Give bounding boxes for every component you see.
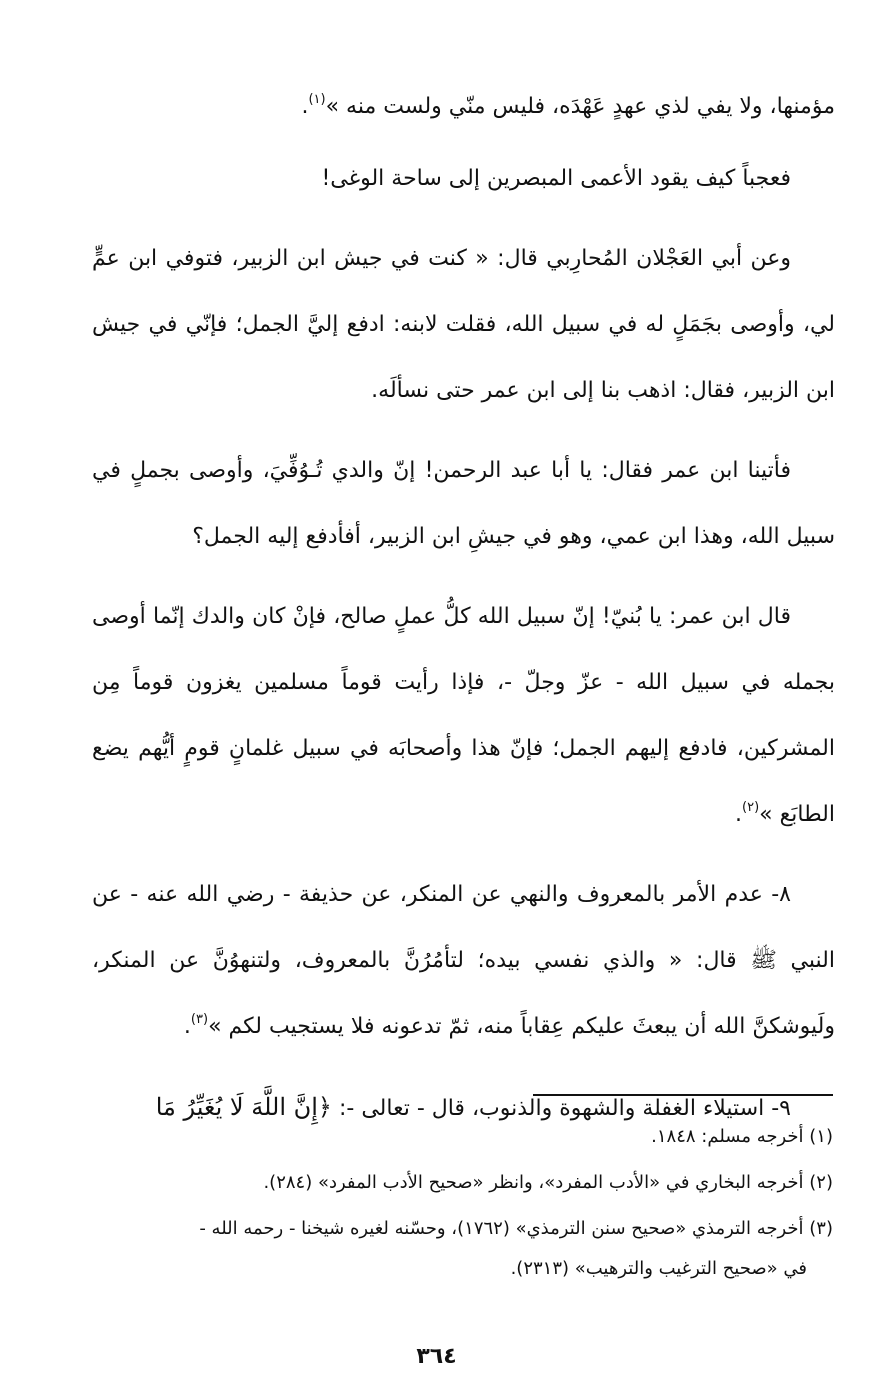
quran-verse: ﴿إِنَّ اللَّهَ لَا يُغَيِّرُ مَا [155,1093,332,1121]
footnote-1: (١) أخرجه مسلم: ١٨٤٨. [651,1126,833,1147]
footnotes [92,1117,833,1295]
paragraph-5 [92,584,835,848]
paragraph-3: وعن أبي العَجْلان المُحارِبي قال: « كنت في جيش ابن الزبير، فتوفي ابن عمٍّ لي، وأوصى بجَمَلٍ له في سبيل الله، فقلت لابنه: ادفع إليَّ الجمل؛ فإنّي في جيش ابن الزبير، فقال: اذهب بنا إلى ابن عمر حتى نسألَه. [92,246,835,403]
paragraph-1-text: مؤمنها، ولا يفي لذي عهدٍ عَهْدَه، فليس منّي ولست منه » [325,94,835,119]
paragraph-6-text: ٨- عدم الأمر بالمعروف والنهي عن المنكر، عن حذيفة - رضي الله عنه - عن النبي ﷺ قال: « والذي نفسي بيده؛ لتأمُرُنَّ بالمعروف، ولتنهوُنَّ عن المنكر، ولَيوشكنَّ الله أن يبعثَ عليكم عِقاباً منه، ثمّ تدعونه فلا يستجيب لكم » [92,882,835,1039]
paragraph-1 [92,74,835,140]
paragraph-6 [92,862,835,1060]
footnote-2: (٢) أخرجه البخاري في «الأدب المفرد»، وانظر «صحيح الأدب المفرد» (٢٨٤). [263,1172,833,1193]
paragraph-5-end: . [735,802,742,827]
paragraph-7-text: ٩- استيلاء الغفلة والشهوة والذنوب، قال - تعالى -: [339,1096,791,1121]
footnote-3 [92,1209,833,1289]
footnote-separator [533,1094,833,1096]
paragraph-4: فأتينا ابن عمر فقال: يا أبا عبد الرحمن! إنّ والدي تُـوُفِّيَ، وأوصى بجملٍ في سبيل الله، وهذا ابن عمي، وهو في جيشِ ابن الزبير، أفأدفع إليه الجمل؟ [92,458,835,549]
paragraph-6-end: . [183,1014,191,1039]
paragraph-1-end: . [301,94,309,119]
footnote-ref-3: (٣) [190,1012,209,1027]
main-text [92,74,835,1156]
footnote-3-line-2: في «صحيح الترغيب والترهيب» (٢٣١٣). [510,1258,807,1279]
footnote-ref-2: (٢) [742,800,760,815]
paragraph-5-text: قال ابن عمر: يا بُنيّ! إنّ سبيل الله كلُّ عملٍ صالح، فإنْ كان والدك إنّما أوصى بجمله في سبيل الله - عزّ وجلّ -، فإذا رأيت قوماً مسلمين يغزون قوماً مِن المشركين، فادفع إليهم الجمل؛ فإنّ هذا وأصحابَه في سبيل غلمانٍ قومٍ أيُّهم يضع الطابَع » [92,604,835,827]
footnote-ref-1: (١) [308,92,326,107]
footnote-3-line-1: (٣) أخرجه الترمذي «صحيح سنن الترمذي» (١٧٦٢)، وحسّنه لغيره شيخنا - رحمه الله - [199,1218,833,1239]
paragraph-2: فعجباً كيف يقود الأعمى المبصرين إلى ساحة الوغى! [321,166,791,191]
page-number: ٣٦٤ [416,1344,457,1369]
